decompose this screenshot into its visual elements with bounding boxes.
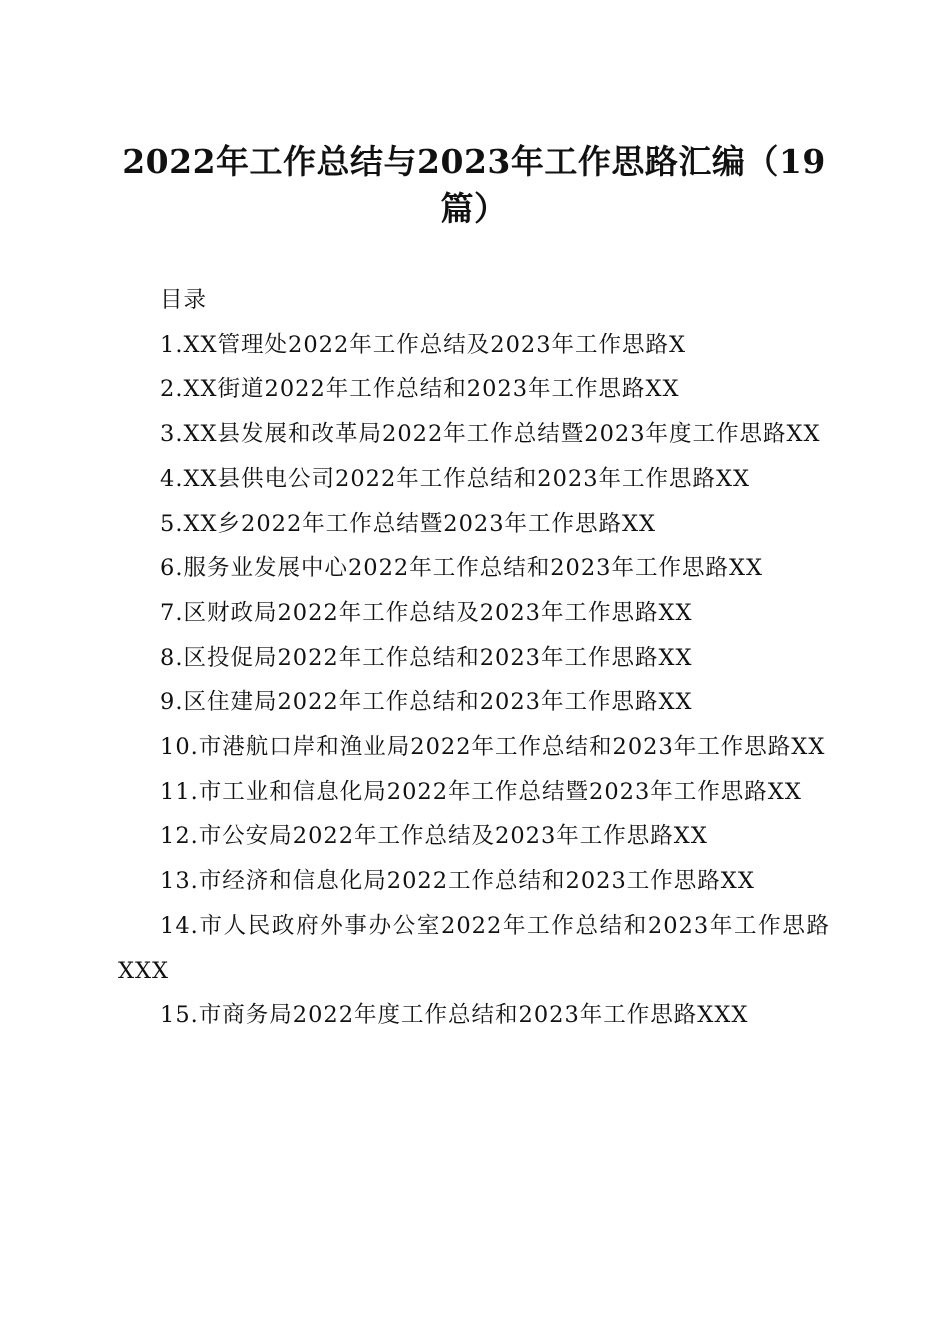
- toc-item-15: 15.市商务局2022年度工作总结和2023年工作思路XXX: [160, 1002, 749, 1029]
- toc-item-12: 12.市公安局2022年工作总结及2023年工作思路XX: [160, 823, 708, 850]
- toc-item-13: 13.市经济和信息化局2022工作总结和2023工作思路XX: [160, 868, 755, 895]
- toc-item-3: 3.XX县发展和改革局2022年工作总结暨2023年度工作思路XX: [160, 421, 821, 448]
- table-of-contents: [118, 278, 830, 1038]
- toc-item-10: 10.市港航口岸和渔业局2022年工作总结和2023年工作思路XX: [160, 734, 826, 761]
- toc-item-2: 2.XX街道2022年工作总结和2023年工作思路XX: [160, 376, 680, 403]
- document-title: 2022年工作总结与2023年工作思路汇编（19篇）: [122, 142, 826, 228]
- toc-item-14: 14.市人民政府外事办公室2022年工作总结和2023年工作思路XXX: [118, 912, 830, 984]
- toc-item-4: 4.XX县供电公司2022年工作总结和2023年工作思路XX: [160, 465, 751, 492]
- toc-item-11: 11.市工业和信息化局2022年工作总结暨2023年工作思路XX: [160, 778, 802, 805]
- toc-item-5: 5.XX乡2022年工作总结暨2023年工作思路XX: [160, 510, 657, 537]
- toc-item-9: 9.区住建局2022年工作总结和2023年工作思路XX: [160, 689, 693, 716]
- toc-item-8: 8.区投促局2022年工作总结和2023年工作思路XX: [160, 644, 693, 671]
- toc-item-1: 1.XX管理处2022年工作总结及2023年工作思路X: [160, 331, 687, 358]
- toc-heading: 目录: [160, 287, 208, 313]
- toc-item-6: 6.服务业发展中心2022年工作总结和2023年工作思路XX: [160, 555, 764, 582]
- toc-item-7: 7.区财政局2022年工作总结及2023年工作思路XX: [160, 599, 693, 626]
